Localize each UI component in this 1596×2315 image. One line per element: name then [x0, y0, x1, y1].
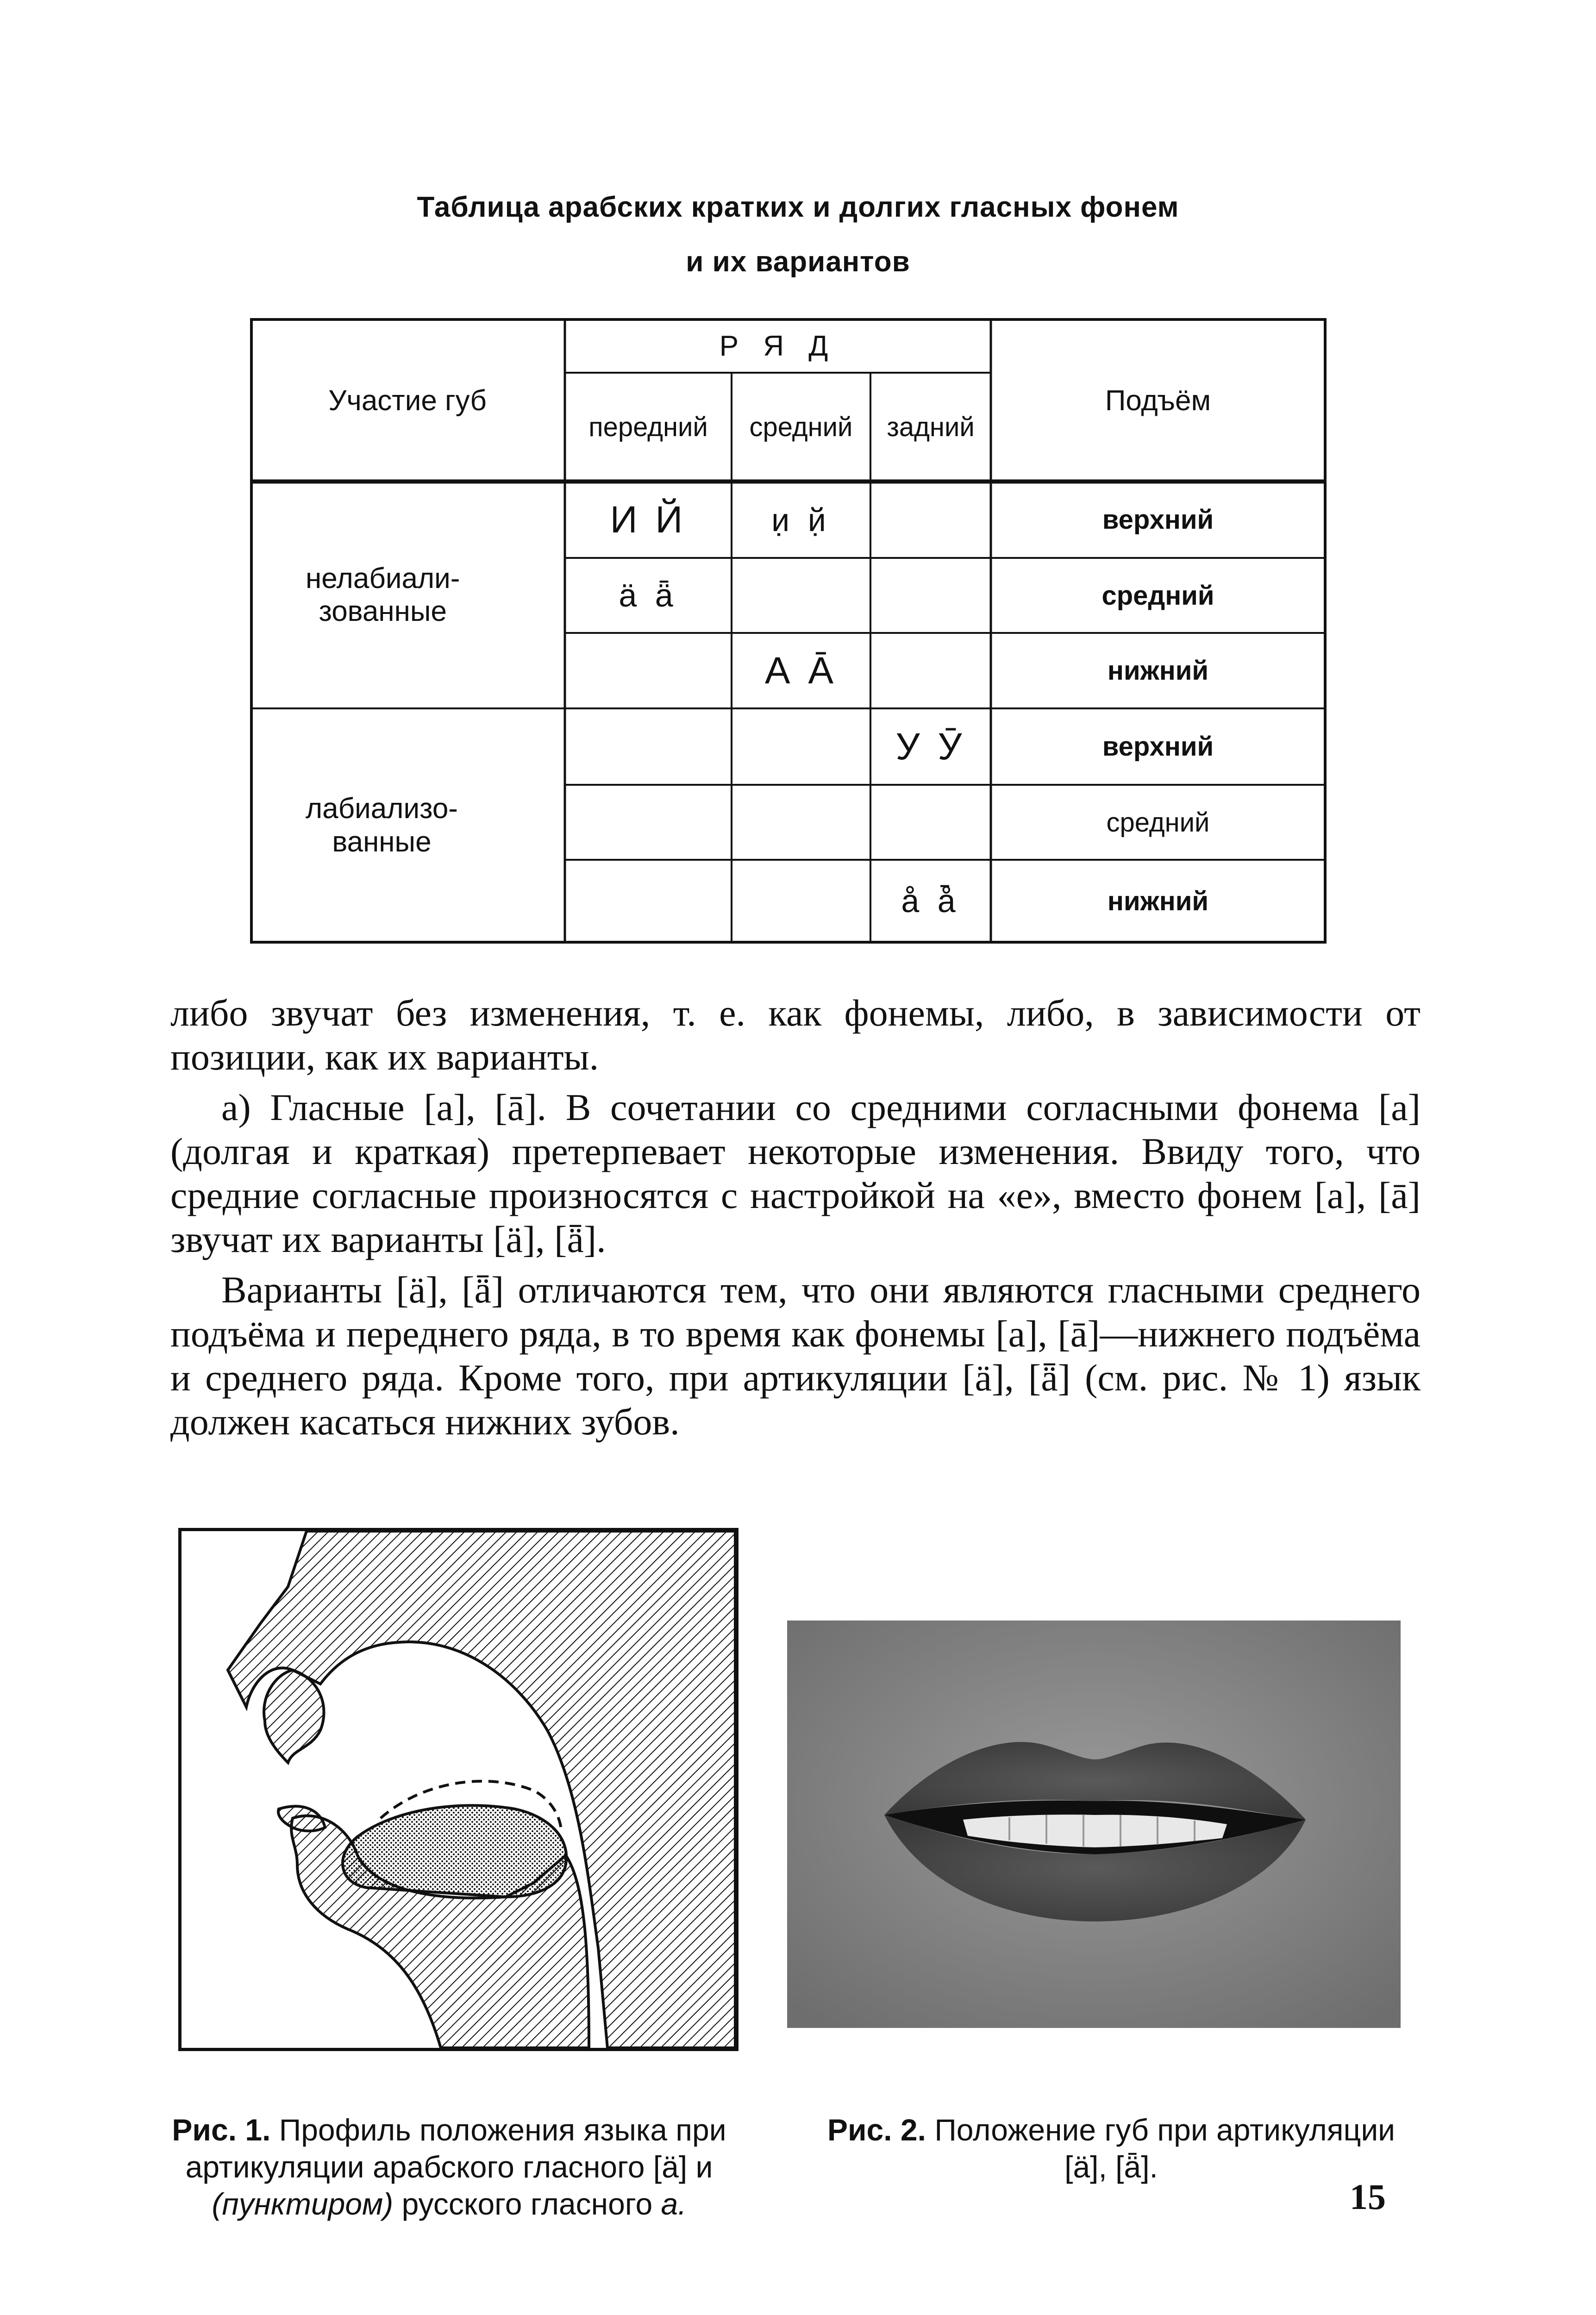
header-rise: Подъём [1105, 384, 1211, 417]
header-col-front: передний [588, 412, 708, 442]
cell-r2-back [870, 558, 991, 633]
cell-r4-rise: верхний [1102, 732, 1214, 762]
cell-r6-back: å å̄ [901, 883, 960, 919]
cell-r5-central [732, 785, 870, 860]
group-labialized [306, 708, 556, 942]
cell-r2-central [732, 558, 870, 633]
paragraph-3: Варианты [ä], [ǟ] отличаются тем, что они являются гласными среднего подъёма и переднего ряда, в то время как фонемы [а], [ā]—нижнего подъёма и среднего ряда. Кроме того, при артикуляции [ä], [ǟ] (см. рис. № 1) язык должен касаться нижних зубов. [170, 1269, 1421, 1443]
page-number: 15 [1350, 2177, 1386, 2217]
caption-1-italic-letter: а. [661, 2187, 687, 2221]
table-title-line-1: Таблица арабских кратких и долгих гласных фонем [417, 191, 1179, 223]
group-nonlabialized [306, 482, 556, 708]
lips-photo [787, 1620, 1401, 2028]
cell-r3-front [565, 633, 732, 708]
cell-r4-central [732, 708, 870, 785]
paragraph-2: а) Гласные [а], [ā]. В сочетании со средними согласными фонема [а] (долгая и краткая) претерпевает некоторые изменения. Ввиду того, что средние согласные произносятся с настройкой на «е», вместо фонем [а], [ā] звучат их варианты [ä], [ǟ]. [170, 1086, 1421, 1260]
cell-r5-front [565, 785, 732, 860]
header-col-back: задний [887, 412, 975, 442]
cell-r4-front [565, 708, 732, 785]
cell-r3-central: А Ā [764, 649, 838, 692]
group-labialized-line2: ванные [332, 826, 432, 858]
caption-1-text: Профиль положения языка при артикуляции арабского гласного [ä] и [185, 2113, 726, 2184]
cell-r1-central: и̣ й̣ [771, 501, 831, 538]
cell-r6-rise: нижний [1107, 886, 1209, 916]
tongue-dotted [343, 1806, 566, 1897]
caption-figure-1 [171, 2111, 727, 2222]
paragraph-1: либо звучат без изменения, т. е. как фонемы, либо, в зависимости от позиции, как их варианты. [170, 992, 1421, 1078]
cell-r3-back [870, 633, 991, 708]
caption-2-label: Рис. 2. [827, 2113, 926, 2147]
caption-2-text: Положение губ при артикуляции [ä], [ǟ]. [934, 2113, 1396, 2184]
cell-r2-rise: средний [1102, 580, 1214, 611]
header-row: Р Я Д [719, 330, 837, 362]
caption-1-text-after: русского гласного [401, 2187, 653, 2221]
cell-r6-central [732, 860, 870, 942]
cell-r1-front: И Й [610, 498, 687, 541]
lower-teeth [278, 1806, 325, 1831]
figure-lips-photo [787, 1620, 1401, 2028]
upper-lip [264, 1670, 324, 1763]
group-nonlabialized-line1: нелабиали- [306, 562, 460, 594]
caption-figure-2 [824, 2111, 1398, 2185]
cell-r3-rise: нижний [1107, 656, 1209, 686]
cell-r1-back [870, 482, 991, 558]
caption-1-label: Рис. 1. [172, 2113, 271, 2147]
figure-tongue-profile [178, 1528, 739, 2051]
group-labialized-line1: лабиализо- [306, 793, 458, 825]
cell-r5-back [870, 785, 991, 860]
header-col-central: средний [749, 412, 853, 442]
table-title-line-2: и их вариантов [686, 246, 910, 278]
cell-r1-rise: верхний [1102, 505, 1214, 535]
tongue-profile-drawing [182, 1531, 735, 2048]
cell-r4-back: У Ӯ [895, 725, 966, 768]
cell-r2-front: ä ǟ [619, 577, 678, 613]
vowel-table [250, 317, 1327, 945]
header-lip-participation: Участие губ [328, 384, 487, 417]
body-text [170, 991, 1421, 1450]
cell-r5-rise: средний [1106, 807, 1210, 838]
cell-r6-front [565, 860, 732, 942]
group-nonlabialized-line2: зованные [319, 595, 447, 627]
caption-1-italic: (пунктиром) [212, 2187, 394, 2221]
